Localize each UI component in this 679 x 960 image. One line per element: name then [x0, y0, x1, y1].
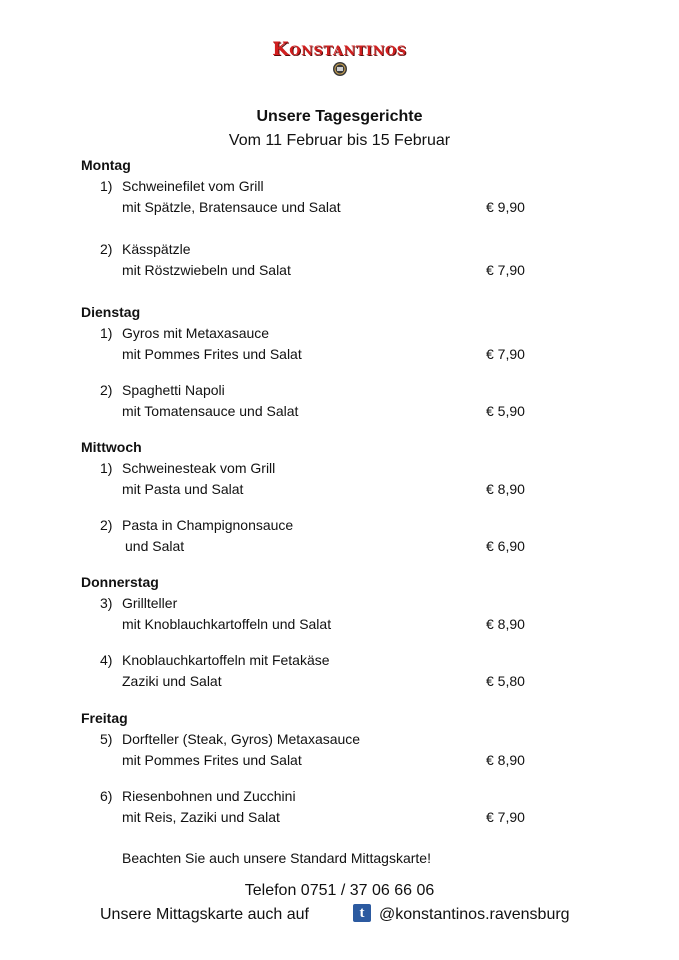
dish-number: 2) — [100, 382, 113, 398]
dish-name: Gyros mit Metaxasauce — [122, 325, 270, 341]
dish-number: 2) — [100, 517, 113, 533]
dish-price: € 7,90 — [486, 262, 525, 278]
dish-sides: mit Spätzle, Bratensauce und Salat — [122, 199, 341, 215]
social-media-icon: t — [353, 904, 371, 922]
dish-sides: mit Reis, Zaziki und Salat — [122, 809, 280, 825]
logo — [0, 38, 679, 77]
dish-sides: mit Pommes Frites und Salat — [122, 346, 302, 362]
logo-text: Konstantinos — [272, 38, 407, 60]
dish-number: 3) — [100, 595, 113, 611]
dish-name: Spaghetti Napoli — [122, 382, 225, 398]
phone-number: Telefon 0751 / 37 06 66 06 — [244, 882, 435, 899]
dish-sides: Zaziki und Salat — [122, 673, 222, 689]
footer-text: Unsere Mittagskarte auch auf — [100, 906, 309, 923]
dish-number: 1) — [100, 460, 113, 476]
dish-price: € 5,80 — [486, 673, 525, 689]
dish-sides: mit Pommes Frites und Salat — [122, 752, 302, 768]
logo-emblem-icon — [332, 61, 348, 77]
page-title: Unsere Tagesgerichte — [256, 108, 423, 125]
social-handle: @konstantinos.ravensburg — [379, 906, 570, 923]
dish-price: € 8,90 — [486, 752, 525, 768]
dish-price: € 5,90 — [486, 403, 525, 419]
dish-sides: und Salat — [125, 538, 185, 554]
dish-sides: mit Tomatensauce und Salat — [122, 403, 299, 419]
day-heading: Donnerstag — [81, 574, 159, 590]
dish-price: € 7,90 — [486, 809, 525, 825]
day-heading: Montag — [81, 157, 131, 173]
dish-name: Schweinesteak vom Grill — [122, 460, 276, 476]
dish-number: 1) — [100, 178, 113, 194]
day-heading: Freitag — [81, 710, 128, 726]
dish-name: Dorfteller (Steak, Gyros) Metaxasauce — [122, 731, 361, 747]
dish-price: € 8,90 — [486, 616, 525, 632]
dish-price: € 8,90 — [486, 481, 525, 497]
dish-name: Knoblauchkartoffeln mit Fetakäse — [122, 652, 330, 668]
dish-sides: mit Pasta und Salat — [122, 481, 244, 497]
dish-sides: mit Knoblauchkartoffeln und Salat — [122, 616, 332, 632]
dish-sides: mit Röstzwiebeln und Salat — [122, 262, 291, 278]
standard-menu-note: Beachten Sie auch unsere Standard Mittagskarte! — [122, 850, 431, 866]
dish-number: 5) — [100, 731, 113, 747]
dish-price: € 6,90 — [486, 538, 525, 554]
dish-number: 4) — [100, 652, 113, 668]
dish-name: Grillteller — [122, 595, 178, 611]
dish-name: Kässpätzle — [122, 241, 191, 257]
dish-number: 6) — [100, 788, 113, 804]
day-heading: Mittwoch — [81, 439, 142, 455]
day-heading: Dienstag — [81, 304, 141, 320]
dish-price: € 9,90 — [486, 199, 525, 215]
dish-name: Riesenbohnen und Zucchini — [122, 788, 296, 804]
dish-number: 2) — [100, 241, 113, 257]
dish-name: Pasta in Champignonsauce — [122, 517, 294, 533]
dish-name: Schweinefilet vom Grill — [122, 178, 264, 194]
dish-price: € 7,90 — [486, 346, 525, 362]
date-range: Vom 11 Februar bis 15 Februar — [228, 132, 451, 149]
dish-number: 1) — [100, 325, 113, 341]
